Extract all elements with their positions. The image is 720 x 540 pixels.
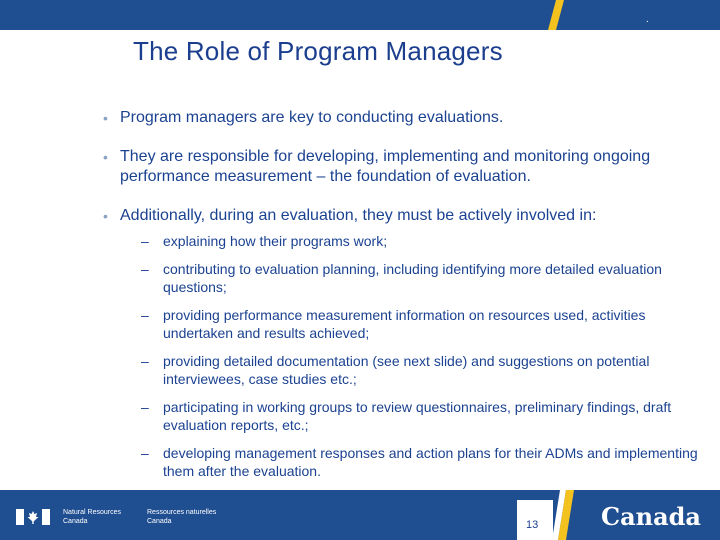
sub-bullet-item [141, 260, 700, 296]
department-line: Canada [63, 518, 88, 525]
bullet-marker: • [103, 208, 108, 224]
top-mark: . [646, 14, 649, 25]
department-line: Ressources naturelles [147, 509, 217, 516]
department-name-en [63, 508, 121, 526]
bullet-item [100, 206, 700, 226]
slide-content [100, 108, 700, 490]
sub-bullet-item [141, 232, 700, 250]
sub-bullet-text: developing management responses and action plans for their ADMs and implementing them after the evaluation. [163, 445, 698, 479]
sub-bullet-text: providing performance measurement information on resources used, activities undertaken and results achieved; [163, 307, 646, 341]
sub-bullet-text: providing detailed documentation (see next slide) and suggestions on potential interviewees, case studies etc.; [163, 353, 650, 387]
slide-title: The Role of Program Managers [133, 36, 503, 66]
top-banner [0, 0, 720, 30]
sub-bullet-text: explaining how their programs work; [163, 233, 388, 249]
bullet-text: Additionally, during an evaluation, they must be actively involved in: [120, 207, 597, 224]
bullet-text: Program managers are key to conducting evaluations. [120, 109, 504, 126]
bullet-item [100, 147, 700, 187]
dash-marker: – [141, 353, 149, 369]
sub-bullet-item [141, 444, 700, 480]
sub-bullet-list [100, 232, 700, 480]
department-line: Natural Resources [63, 509, 121, 516]
dash-marker: – [141, 445, 149, 461]
bullet-marker: • [103, 149, 108, 165]
bullet-item [100, 108, 700, 128]
bullet-text: They are responsible for developing, implementing and monitoring ongoing performance measurement – the foundation of evaluation. [120, 148, 651, 185]
page-number: 13 [526, 519, 539, 531]
canada-wordmark: Canada [601, 502, 701, 531]
sub-bullet-text: contributing to evaluation planning, including identifying more detailed evaluation questions; [163, 261, 662, 295]
bullet-marker: • [103, 110, 108, 126]
dash-marker: – [141, 307, 149, 323]
sub-bullet-item [141, 306, 700, 342]
department-line: Canada [147, 518, 172, 525]
dash-marker: – [141, 399, 149, 415]
canada-flag-icon [16, 509, 50, 525]
sub-bullet-item [141, 398, 700, 434]
sub-bullet-text: participating in working groups to review questionnaires, preliminary findings, draft evaluation reports, etc.; [163, 399, 672, 433]
dash-marker: – [141, 233, 149, 249]
dash-marker: – [141, 261, 149, 277]
department-name-fr [147, 508, 216, 526]
sub-bullet-item [141, 352, 700, 388]
